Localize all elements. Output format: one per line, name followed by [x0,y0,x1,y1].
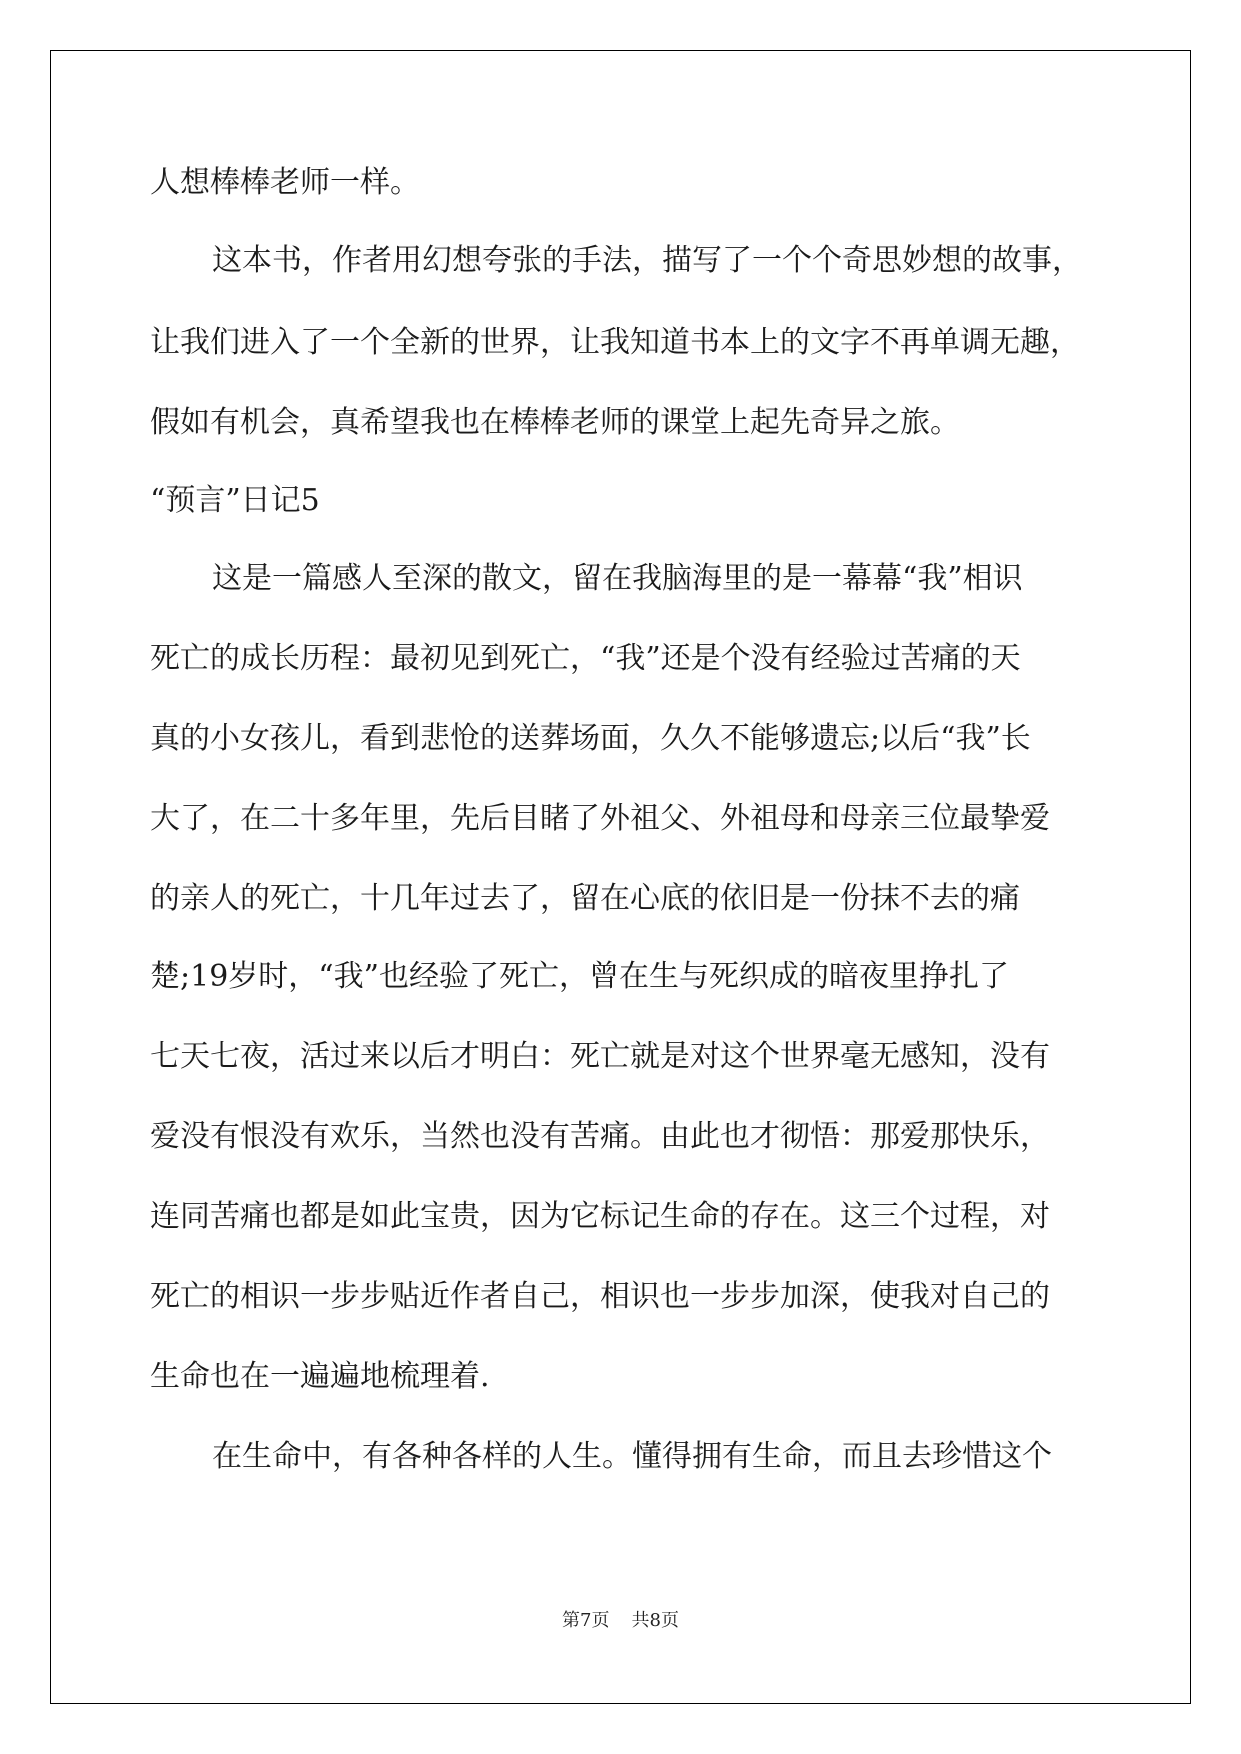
body-line: 生命也在一遍遍地梳理着. [150,1359,490,1394]
body-line: 死亡的相识一步步贴近作者自己，相识也一步步加深，使我对自己的 [150,1279,1050,1314]
body-line: 真的小女孩儿，看到悲怆的送葬场面，久久不能够遗忘;以后“我”长 [150,721,1031,756]
body-line: 让我们进入了一个全新的世界，让我知道书本上的文字不再单调无趣， [150,325,1080,360]
paragraph-first-line: 在生命中，有各种各样的人生。懂得拥有生命，而且去珍惜这个 [212,1439,1052,1474]
page-number-total: 共8页 [631,1610,679,1631]
page-footer [0,1606,1241,1632]
page-number-current: 第7页 [562,1610,610,1631]
body-line: 连同苦痛也都是如此宝贵，因为它标记生命的存在。这三个过程，对 [150,1199,1050,1234]
body-line: 七天七夜，活过来以后才明白：死亡就是对这个世界毫无感知，没有 [150,1039,1050,1074]
body-line: 人想棒棒老师一样。 [150,165,420,200]
body-line: 楚;19岁时，“我”也经验了死亡，曾在生与死织成的暗夜里挣扎了 [150,959,1009,994]
paragraph-first-line: 这本书，作者用幻想夸张的手法，描写了一个个奇思妙想的故事， [212,243,1082,278]
body-line: 爱没有恨没有欢乐，当然也没有苦痛。由此也才彻悟：那爱那快乐， [150,1119,1050,1154]
body-line: 死亡的成长历程：最初见到死亡，“我”还是个没有经验过苦痛的天 [150,641,1021,676]
paragraph-first-line: 这是一篇感人至深的散文，留在我脑海里的是一幕幕“我”相识 [212,561,1023,596]
body-line: 的亲人的死亡，十几年过去了，留在心底的依旧是一份抹不去的痛 [150,881,1020,916]
body-line: 大了，在二十多年里，先后目睹了外祖父、外祖母和母亲三位最挚爱 [150,801,1050,836]
body-line: 假如有机会，真希望我也在棒棒老师的课堂上起先奇异之旅。 [150,405,960,440]
section-heading: “预言”日记5 [150,483,320,518]
